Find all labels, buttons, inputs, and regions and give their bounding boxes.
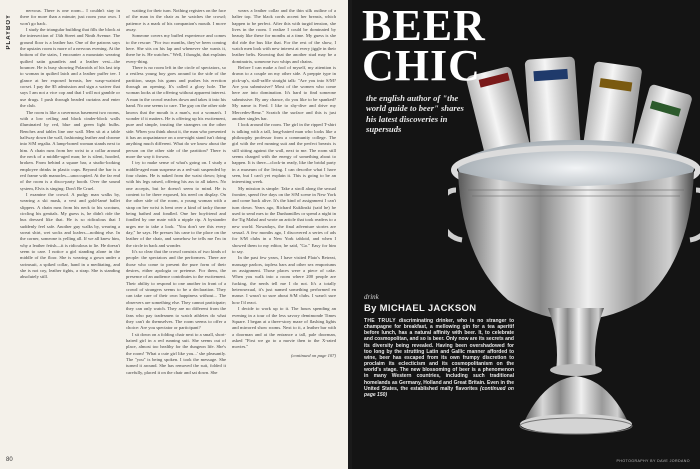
lead-in: THE TRULY — [364, 318, 396, 324]
right-page — [352, 0, 700, 469]
left-page — [0, 0, 348, 469]
paragraph: There is no room left in the circle of spectators, so a restless young boy goes around to the side of the partition, snaps his gums and pushes his erection through an opening. It's called a glory hole. The woman looks at the offering without apparent interest. A man in the crowd reaches down and takes it into his hand. No one seems to care. The guy on the other side knows that the mouth is a man's, not a woman's. I wonder if it matters. He is offering up his excitement, pure and simple, trusting the strangers on the other side. When you think about it, the man who presented it has an acquaintance on a one-night stand isn't doing anything much different. What do we know about the person on the other side of the partition? There is more the way it frowns. — [126, 65, 226, 159]
bucket-body — [458, 172, 694, 320]
text-column-2 — [126, 8, 226, 460]
text-column-1 — [20, 8, 120, 460]
paragraph: nervous. There is one room... I couldn't stay in there for more than a minute; just room your own. I won't go back. — [20, 8, 120, 26]
article-body — [364, 318, 514, 460]
bucket-stem — [548, 308, 604, 370]
body-paragraph: discriminating drinker, who is no stranger to champagne for breakfast, a mellowing gin for a tea aperitif before lunch, has a natural affinity with beer. It, to celebrate and cosmopolitan, and so is beer. Only now are its secrets and its diversity being revealed. Having been overshadowed for too long by the strutting Latin and Gallic manner afforded to wine, beer has escaped from its own frumpy discretion to proclaim its eclecticism and its cosmopolitanism on the world's stage. The new blossoming of beer is a phenomenon in many Western countries, including such traditional homelands as Germany, Holland and Great Britain. Even in the United States, the established malty flavorites — [364, 318, 514, 392]
running-head: PLAYBOY — [6, 14, 12, 50]
deck-subtitle: the english author of "the world guide to beer" shares his latest discoveries in supersuds — [366, 93, 464, 135]
byline: By MICHAEL JACKSON — [364, 303, 477, 314]
paragraph: Before I can make a fool of myself, my attention is drawn to a couple on my other side. A preppie type in pick-up's, stall-raffle straight talk: "Are you into S/M? Are you submissive? Most of the women who come here are into domination. It's hard to find someone submissive. By any chance, do you like to be spanked? My name is Fred. I like to shy-dive and drive my Mercedes-Benz." Scratch the surface and this is just another singles bar. — [232, 65, 336, 121]
paragraph: I look around the room. The girl in the ripped T-shirt is talking with a tall, long-haired man who looks like a philosophy professor from a community college. The girl with the red running suit and the perfect breasts is still sitting against the wall, next to me. The room still seems charged with the energy of something about to happen. It is there—clock-in ready, like the bridal party in a museum of the living. I can describe what I have seen, but I can't yet explain it. This is going to be an interesting week. — [232, 122, 336, 185]
paragraph: In the past few years, I have visited Plato's Retreat, massage parlors, topless bars and other sex emporiums on assignment. Those places were a piece of cake. When you walk into a room where 200 people are fucking, the nerds tell me I do not. It's a totally heterosexual, it's just named something performed en masse. I wasn't so sure about S/M clubs. I wasn't sure how I'd react. — [232, 255, 336, 305]
article-title — [362, 1, 486, 90]
paragraph: I study the triangular building that fills the block at the intersection of 13th Street and Ninth Avenue. The ground floor is a leather bar. One of the patrons says the upstairs room is more of a nervous evening. At the bottom of the stairs, I encounter a mountain wearing quilted satin gauntlets and a leather vest—the bouncer. He is busy showing Polaroids of his last trip to woman in quilted latch and a leather puffer tee. I glance at her exposed breasts, her wasp-waisted corset. I pay the $5 admission and sign a waiver that says I am not a vice cop and that I will not gamble or use drugs. I push through beaded curtains and enter the club. — [20, 27, 120, 109]
paragraph: I examine the crowd. A pudgy man walks by, wearing a ski mask, a vest and gold-lamé ballet slippers. A chain runs from his neck to his scrotum, circling his genitals. My guess is, he didn't ride the bus dressed like that. He is so ridiculous that I suddenly feel safe. Another guy walks by, wearing a sweat shirt, wet socks and loafers—nothing else. In the corner, someone is yelling all. If we all knew him, why a leather fetish—it is ridiculous to lie. He doesn't seem to care. I notice a girl standing alone in the middle of the floor. She is wearing a gown under a swimsuit, a spiked collar, hand in a meditating, and she is not coy, leather tights, a strap. She is standing absolutely still. — [20, 191, 120, 280]
paragraph: I decide to work up to it. The hours spending an evening in a tour of the less savory demimonde Times Square. I began at a three-story maze of flashing lights and mirrored show rooms. Next to it, a leather bar with a doorman and at the entrance a tall, pale doorman, asked "First we go to a movie then to the X-rated movies." — [232, 306, 336, 350]
title-line-2: CHIC — [362, 41, 481, 90]
continued-note: (continued on page 107) — [290, 352, 336, 358]
paragraph: My mission is simple: Take a stroll along the sexual frontier, spend five days on the S/M scene in New York and come back alive. It's the kind of assignment I can't turn down. Years ago, Richard Kuklinski (said he) he used to send mes to the Dunhamilles or spend a night in the Tig Mahal and wrote an article that took readers to a new world. Nowadays, the final adventure stories are sexual. A few months ago, I discovered a series of ads for S/M clubs in a New York tabloid, and when I showed them to my editor, he said, "Go." Easy for him to say. — [232, 185, 336, 255]
paragraph: It's so clear that the crowd consists of two kinds of people: the spectators and the performers. There are those who come to present the pure form of their desires, either apologia or pretense. For them, the presence of an audience contributes to the excitement. Their ability to respond to one another in front of a crowd of strangers seems to be a declaration. They can take care of their own happiness without... The observers are something else. They cannot participate; they can only watch. They are no different from the fans who pay tradesmen to watch athletes do what they can't do themselves. The room seems to offer a choice: Are you spectator or participant? — [126, 249, 226, 331]
title-line-1: BEER — [362, 1, 486, 50]
photo-credit: PHOTOGRAPHY BY DAVE JORDANO — [616, 459, 690, 463]
paragraph: Someone covers my buffed experience and comes to the rescue: "For two months, they've been coming here. She sits on his lap and whenever she wants it, there he is. He watches." Well, I thought, that explains every-thing. — [126, 33, 226, 64]
paragraph: waiting for their turn. Nothing registers on the face of the man in the chair as he watches the crowd; patience is a mark of his companion's mouth. I move away. — [126, 8, 226, 33]
continued-note: (continued on page 150) — [364, 385, 514, 398]
page-number: 80 — [6, 457, 13, 463]
paragraph: I sit down on a folding chair next to a small, short-haired girl in a red running suit. She seems out of place, almost too healthy for the dungeon life. She's the room! 'What a cute girl like you...' she pleasantly. The "you" is being spoken. I took the message. She turned it around. She has removed the suit, folded it carefully, placed it on the chair and sat down. She — [126, 331, 226, 375]
paragraph: wears a leather collar and the thin silk outline of a halter top. The black cords accent her breasts, which happen to be perfect. After this with turgid tension, she lives in the room. I realize I could be dominated by beauty like these for months at a time. My guess is she did ride the bus like that. For the rest of the show, I watch men look with new interest at every jiggle in their leather belts. Knowing that the another stud may be a dominatrix, someone two whips and chains. — [232, 8, 336, 64]
section-label: drink — [364, 293, 379, 301]
paragraph: The room is like a cavernous basement two rooms, with a low ceiling and black cinder-block walls illuminated by red, blue and green light bulbs. Benches and tables line one wall. Men sit at a table halfway down the wall, fashioning leather and chrome into S/M regalia. A lamp-boned woman stands next to him. A chain runs from her wrist to a collar around the neck of a middle-aged man; he is silent, hooded, broken. From behind a square bar, a studio-looking employee drinks in plastic cups. Beyond the bar is a red frame with manacles—unoccupied. At the far end of the room is a disco-party booth. Over the sound system, Elvis is singing: Don't Be Cruel. — [20, 109, 120, 191]
text-column-3 — [232, 8, 336, 460]
paragraph: I try to make sense of what's going on. I study a middle-aged man suspense as a red-suit suspended by four chains. He is naked from the waist down; lying with his legs raised, offering his ass to all takers. No one accepts, but he doesn't seem to mind. He is content to be there exposed, his need on display. On the other side of the room, a young woman with a strap on her wrist is bent over a kind of tacky throne being bathed and fondled. One her boyfriend and fondled by one mate with a nipple rip. A bystander urges me to take a look. "You don't see this every day," he says. He presses his cane to the place on the leather of the chair, and somehow he tells me I'm in the circle in back and wonder. — [126, 160, 226, 248]
